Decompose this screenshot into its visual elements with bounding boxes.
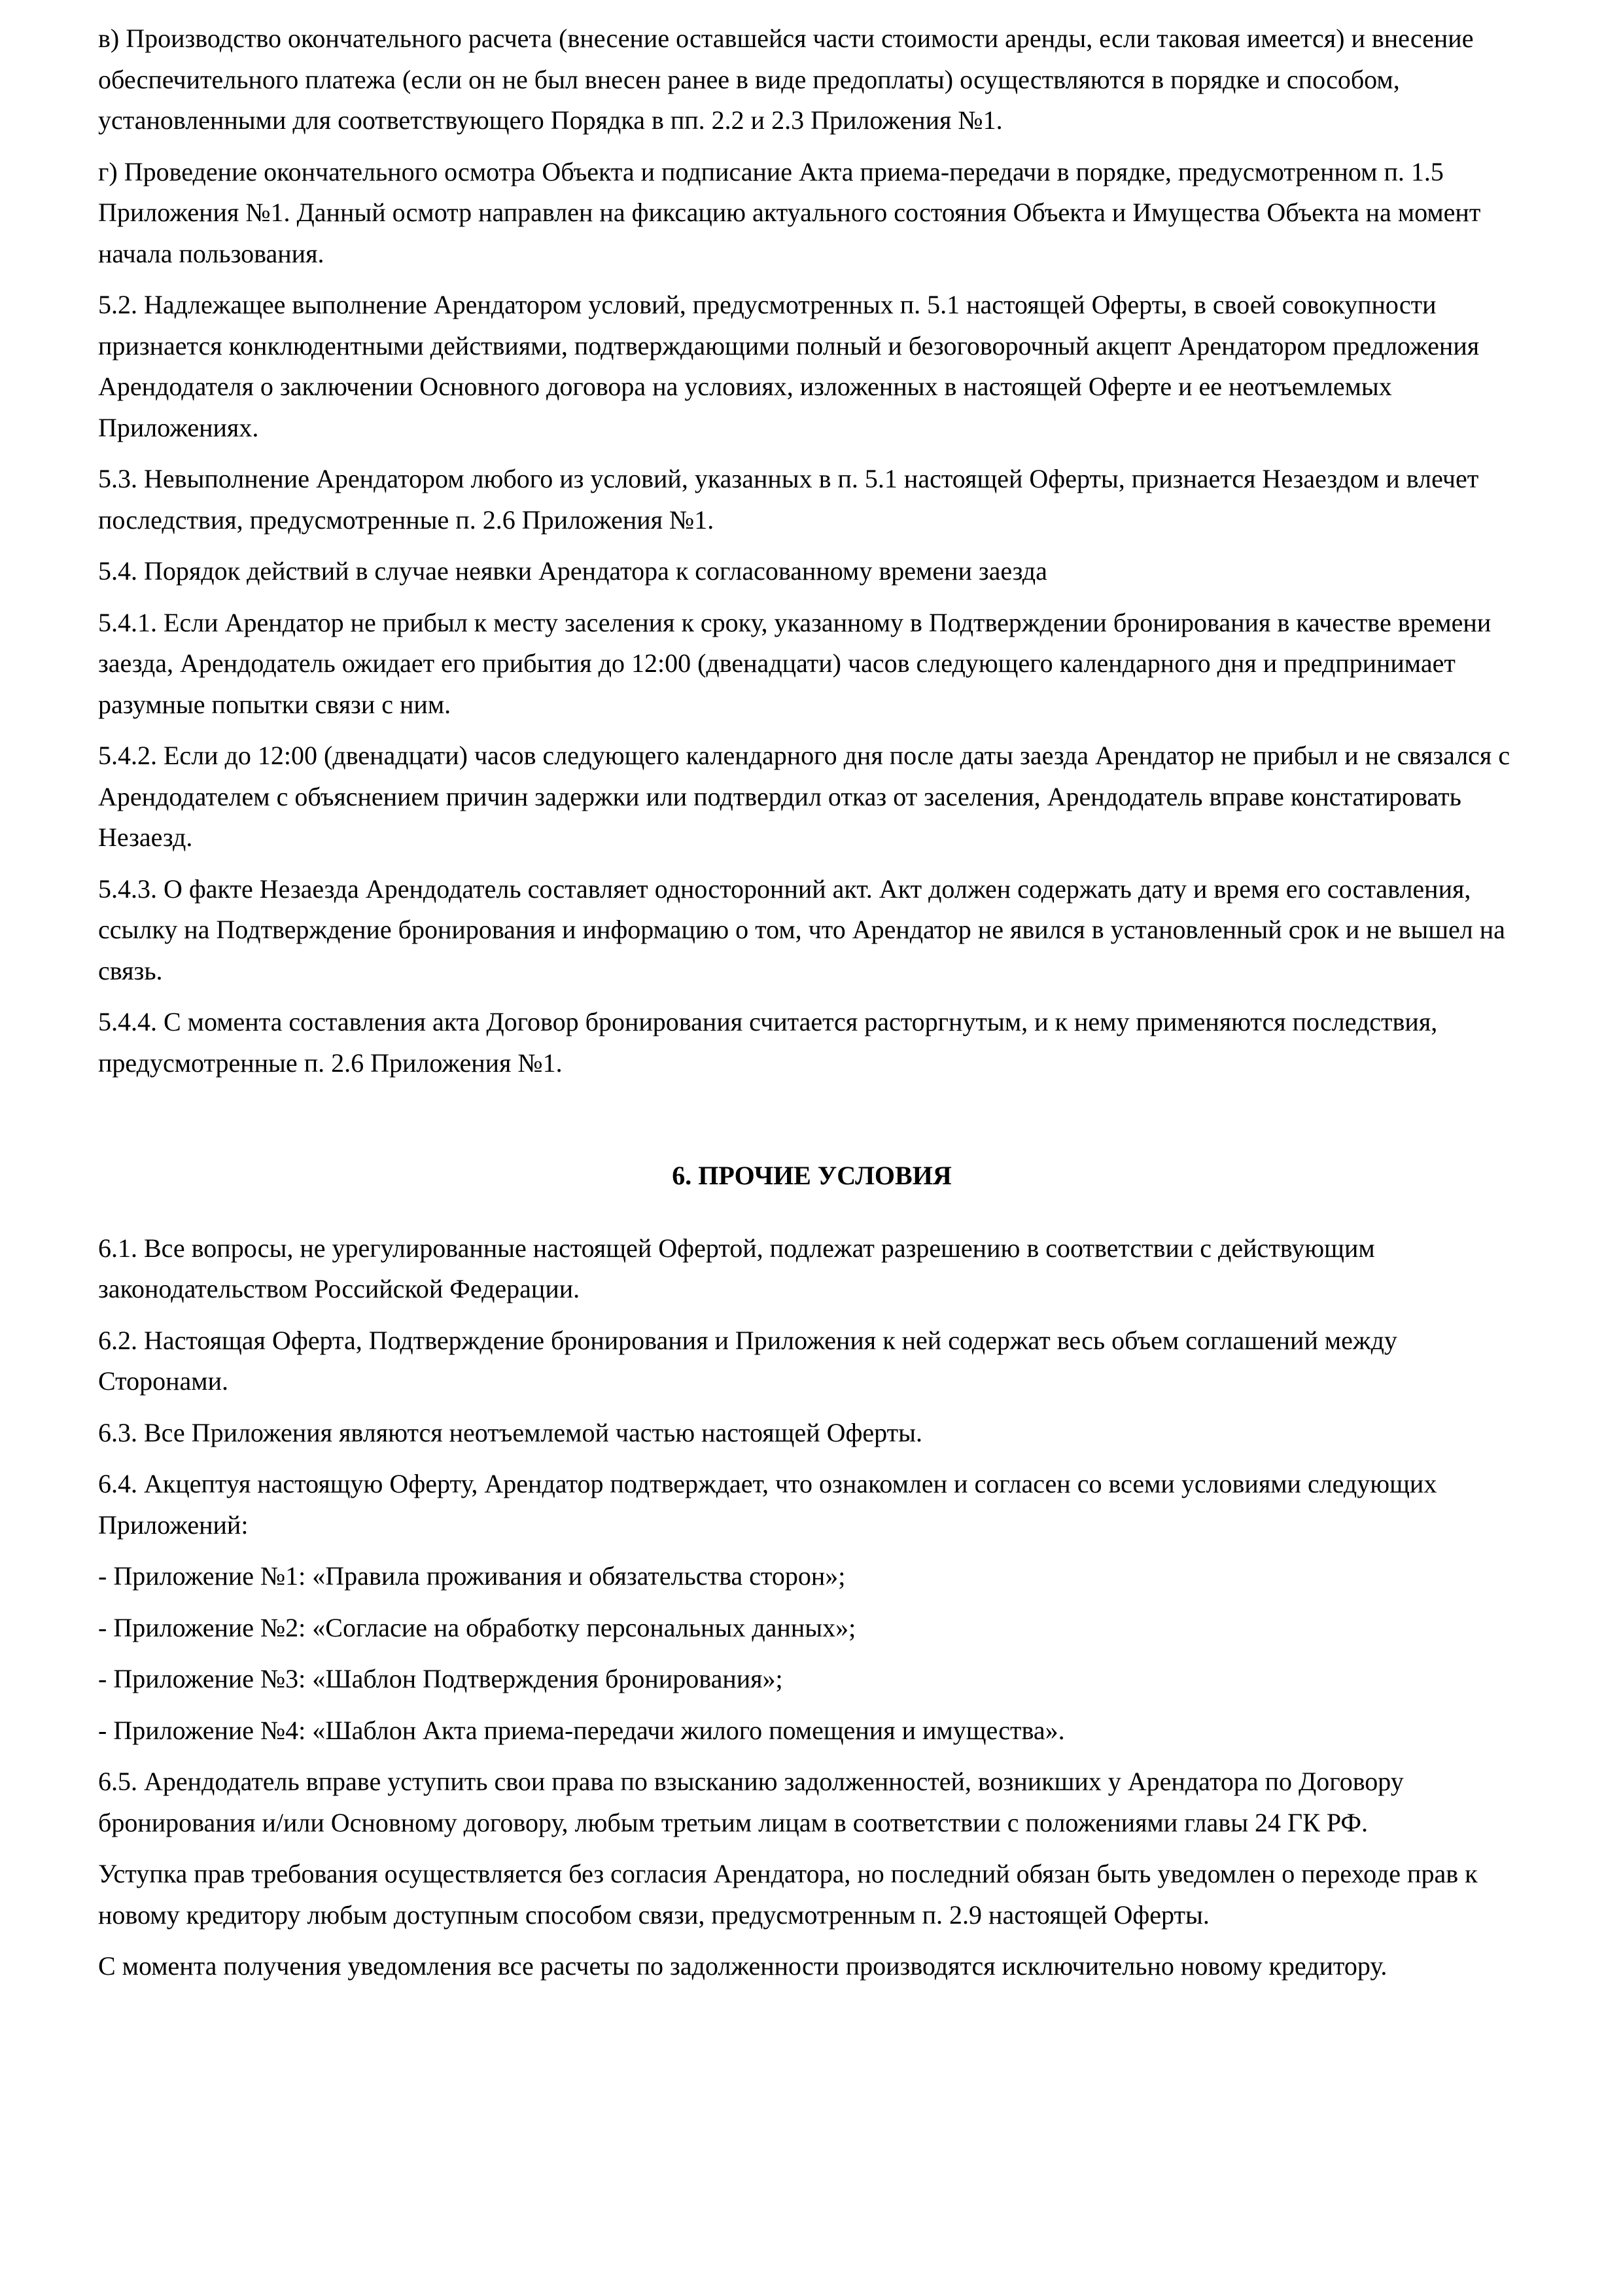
paragraph-5-3: 5.3. Невыполнение Арендатором любого из условий, указанных в п. 5.1 настоящей Оферты, признается Незаездом и влечет последствия, предусмотренные п. 2.6 Приложения №1. (98, 464, 1479, 535)
paragraph-6-4: 6.4. Акцептуя настоящую Оферту, Арендатор подтверждает, что ознакомлен и согласен со всеми условиями следующих Приложений: (98, 1469, 1437, 1540)
section-heading-6: 6. ПРОЧИЕ УСЛОВИЯ (672, 1161, 952, 1190)
paragraph-5-4-3: 5.4.3. О факте Незаезда Арендодатель составляет односторонний акт. Акт должен содержать дату и время его составления, ссылку на Подтверждение бронирования и информацию о том, что Арендатор не явился в установленный срок и не вышел на связь. (98, 874, 1505, 985)
appendix-list-item-2: - Приложение №2: «Согласие на обработку персональных данных»; (98, 1612, 856, 1642)
paragraph-5-2: 5.2. Надлежащее выполнение Арендатором условий, предусмотренных п. 5.1 настоящей Оферты, в своей совокупности признается конклюдентными действиями, подтверждающими полный и безоговорочный акцепт Арендатором предложения Арендодателя о заключении Основного договора на условиях, изложенных в настоящей Оферте и ее неотъемлемых Приложениях. (98, 290, 1480, 442)
appendix-list-item-1: - Приложение №1: «Правила проживания и обязательства сторон»; (98, 1561, 846, 1591)
appendix-list-item-3: - Приложение №3: «Шаблон Подтверждения бронирования»; (98, 1664, 783, 1693)
paragraph-5-1-g: г) Проведение окончательного осмотра Объекта и подписание Акта приема-передачи в порядке, предусмотренном п. 1.5 Приложения №1. Данный осмотр направлен на фиксацию актуального состояния Объекта и Имущества Объекта на момент начала пользования. (98, 156, 1481, 268)
paragraph-5-4-2: 5.4.2. Если до 12:00 (двенадцати) часов следующего календарного дня после даты заезда Арендатор не прибыл и не связался с Арендодателем с объяснением причин задержки или подтвердил отказ от заселения, Арендодатель вправе констатировать Незаезд. (98, 741, 1510, 852)
paragraph-6-1: 6.1. Все вопросы, не урегулированные настоящей Офертой, подлежат разрешению в соответствии с действующим законодательством Российской Федерации. (98, 1233, 1375, 1303)
paragraph-5-4: 5.4. Порядок действий в случае неявки Арендатора к согласованному времени заезда (98, 556, 1047, 586)
paragraph-5-1-v: в) Производство окончательного расчета (внесение оставшейся части стоимости аренды, если таковая имеется) и внесение обеспечительного платежа (если он не был внесен ранее в виде предоплаты) осуществляются в порядке и способом, установленными для соответствующего Порядка в пп. 2.2 и 2.3 Приложения №1. (98, 24, 1474, 135)
appendix-list-item-4: - Приложение №4: «Шаблон Акта приема-передачи жилого помещения и имущества». (98, 1715, 1065, 1745)
paragraph-6-5-assignment-notice: Уступка прав требования осуществляется без согласия Арендатора, но последний обязан быть уведомлен о переходе прав к новому кредитору любым доступным способом связи, предусмотренным п. 2.9 настоящей Оферты. (98, 1859, 1478, 1930)
paragraph-5-4-1: 5.4.1. Если Арендатор не прибыл к месту заселения к сроку, указанному в Подтверждении бронирования в качестве времени заезда, Арендодатель ожидает его прибытия до 12:00 (двенадцати) часов следующего календарного дня и предпринимает разумные попытки связи с ним. (98, 607, 1492, 719)
page-content (98, 18, 1526, 1987)
paragraph-5-4-4: 5.4.4. С момента составления акта Договор бронирования считается расторгнутым, и к нему применяются последствия, предусмотренные п. 2.6 Приложения №1. (98, 1007, 1438, 1078)
paragraph-6-2: 6.2. Настоящая Оферта, Подтверждение бронирования и Приложения к ней содержат весь объем соглашений между Сторонами. (98, 1325, 1397, 1396)
paragraph-6-5-settlement-notice: С момента получения уведомления все расчеты по задолженности производятся исключительно новому кредитору. (98, 1951, 1387, 1981)
section-heading-block (98, 1156, 1526, 1197)
paragraph-6-5: 6.5. Арендодатель вправе уступить свои права по взысканию задолженностей, возникших у Арендатора по Договору бронирования и/или Основному договору, любым третьим лицам в соответствии с положениями главы 24 ГК РФ. (98, 1767, 1404, 1837)
paragraph-6-3: 6.3. Все Приложения являются неотъемлемой частью настоящей Оферты. (98, 1417, 922, 1447)
